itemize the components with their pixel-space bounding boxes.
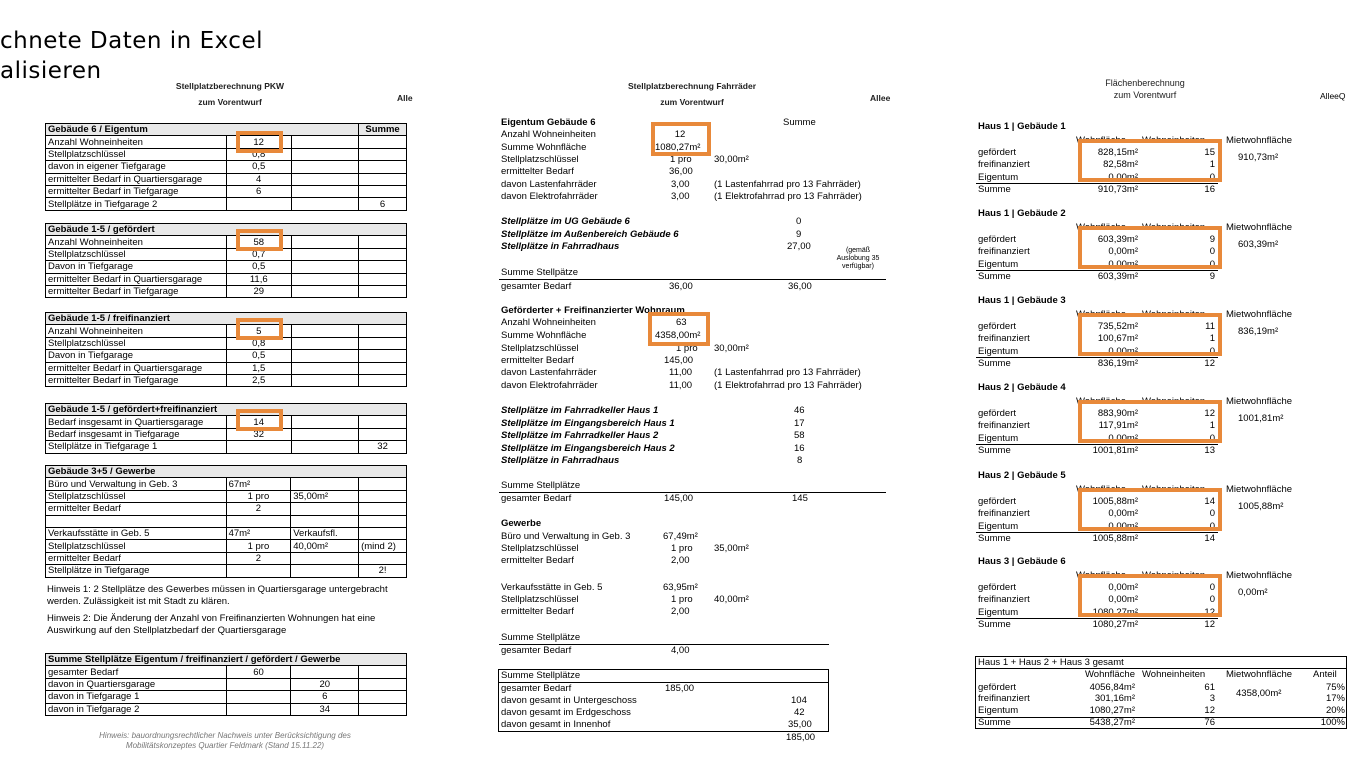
list-item-value: 36,00 (669, 166, 693, 177)
list-item-value: 12 (1204, 606, 1215, 618)
list-item: Summe (978, 533, 1011, 544)
highlight-box (1078, 226, 1222, 269)
bike-sec1-sum-title: Summe Stellpätze (501, 267, 579, 278)
list-item: gefördert (978, 234, 1017, 245)
list-item-value: 883,90m² (1097, 408, 1138, 419)
list-item: freifinanziert (978, 333, 1030, 345)
list-item: Stellplätze im Fahrradkeller Haus 2 (501, 430, 659, 441)
list-item-value: 185,00 (665, 683, 695, 694)
mietwohnflaeche-value: 0,00m² (1238, 587, 1268, 598)
page-title (0, 26, 263, 86)
list-item-value: 82,58m² (1103, 159, 1138, 171)
list-item: gefördert (978, 582, 1017, 593)
table-row: davon in eigener Tiefgarage 0,5 (46, 161, 407, 173)
sum-header: Summe (359, 124, 407, 136)
pkw-table-gefoerdert-freifinanziert (45, 403, 407, 454)
col-header: Wohnfläche (1085, 669, 1135, 680)
list-item: Stellplätze im UG Gebäude 6 (501, 216, 630, 227)
col-header: Wohnfläche (1076, 309, 1126, 320)
house-title: Haus 1 | Gebäude 1 (978, 121, 1066, 132)
list-item: Eigentum (978, 705, 1019, 716)
list-item-value: 30,00m² (714, 154, 749, 165)
mietwohnflaeche-value: 910,73m² (1238, 152, 1279, 163)
list-item: freifinanziert (978, 246, 1030, 258)
table-row: Anzahl Wohneinheiten 12 (46, 136, 407, 148)
footnote-line: Hinweis: bauordnungsrechtlicher Nachweis unter Berücksichtigung des (99, 731, 351, 740)
list-item: gesamter Bedarf (501, 683, 572, 694)
list-item-value: 1080,27m² (1089, 705, 1135, 716)
list-item-value: 2,00 (671, 555, 690, 566)
list-item-value: 36,00 (788, 281, 812, 292)
list-item: Stellplatzschlüssel (501, 154, 579, 165)
divider (499, 279, 886, 280)
bike-header-right: Allee (870, 93, 891, 103)
list-item-value: 735,52m² (1097, 321, 1138, 332)
list-item-value: 9 (796, 229, 802, 240)
list-item-value: (1 Elektrofahrrad pro 13 Fahrräder) (714, 191, 862, 202)
list-item: ermittelter Bedarf (501, 355, 574, 366)
list-item: davon gesamt im Erdgeschoss (501, 707, 631, 718)
highlight-box (651, 122, 711, 156)
list-item: ermittelter Bedarf (501, 606, 574, 617)
list-item-value: 63 (676, 317, 687, 328)
house-title: Haus 2 | Gebäude 4 (978, 382, 1066, 393)
list-item-value: 58 (794, 430, 805, 441)
list-item-value: 0,00m² (1108, 508, 1138, 520)
highlight-box (1078, 313, 1222, 356)
col-header: Mietwohnfläche (1226, 570, 1293, 581)
list-item-value: 15 (1204, 147, 1215, 158)
list-item-value: 1001,81m² (1092, 445, 1138, 456)
list-item-value: 1 pro (671, 594, 693, 605)
table-row: Stellplätze in Tiefgarage 1 32 (46, 441, 407, 453)
list-item-value: 1005,88m² (1092, 496, 1138, 507)
table-row: davon in Quartiersgarage 20 (46, 678, 407, 690)
col-header: Wohnfläche (1076, 484, 1126, 495)
list-item: Stellplätze im Außenbereich Gebäude 6 (501, 229, 679, 240)
list-item-value: 0,00m² (1108, 520, 1138, 532)
list-item-value: 16 (1204, 184, 1215, 195)
highlight-box (1078, 400, 1222, 443)
list-item-value: 910,73m² (1097, 184, 1138, 195)
highlight-box (648, 312, 710, 346)
area-header-sub: zum Vorentwurf (1113, 90, 1177, 100)
list-item-value: 4,00 (671, 645, 690, 656)
table-title: Gebäude 1-5 / gefördert+freifinanziert (46, 404, 407, 416)
bike-header (612, 80, 772, 108)
list-item: gesamter Bedarf (501, 493, 572, 504)
list-item-value: 0,00m² (1108, 246, 1138, 258)
list-item-value: 0 (1209, 520, 1215, 532)
list-item: Eigentum (978, 345, 1019, 357)
list-item-value: 11 (1205, 321, 1215, 332)
pkw-note-2: Hinweis 2: Die Änderung der Anzahl von Freifinanzierten Wohnungen hat eine Auswirkung auf den Stellplatzbedarf der Quartiersgarage (47, 613, 376, 636)
list-item-value: 4056,84m² (1089, 682, 1135, 693)
list-item: Summe Wohnfläche (501, 142, 587, 153)
table-row: Büro und Verwaltung in Geb. 3 67m² (46, 478, 407, 490)
table-row: Bedarf insgesamt in Quartiersgarage 14 (46, 416, 407, 428)
list-item: Stellplatzschlüssel (501, 594, 579, 605)
highlight-box (236, 409, 283, 431)
list-item-value: 0,00m² (1108, 582, 1138, 593)
col-header: Wohneinheiten (1142, 669, 1206, 680)
list-item: davon Lastenfahrräder (501, 367, 597, 378)
col-header: Wohnfläche (1076, 135, 1126, 146)
table-row: Stellplatzschlüssel 0,8 (46, 337, 407, 349)
list-item-value: 17 (794, 418, 805, 429)
list-item-value: 11,00 (669, 380, 693, 391)
highlight-box (1078, 139, 1222, 182)
list-item: Verkaufsstätte in Geb. 5 (501, 582, 603, 593)
list-item-value: 0 (1209, 432, 1215, 444)
list-item-value: 67,49m² (663, 531, 698, 542)
list-item-value: 40,00m² (714, 594, 749, 605)
divider (975, 717, 1347, 718)
list-item: Summe (978, 445, 1011, 456)
table-row: Davon in Tiefgarage 0,5 (46, 350, 407, 362)
pkw-header (150, 80, 310, 108)
list-item: Eigentum (978, 432, 1019, 444)
list-item-value: 14 (1204, 533, 1215, 544)
table-row: ermittelter Bedarf in Quartiersgarage 1,5 (46, 362, 407, 374)
mietwohnflaeche-value: 1001,81m² (1238, 413, 1284, 424)
table-row: Anzahl Wohneinheiten 5 (46, 325, 407, 337)
highlight-box (236, 229, 283, 251)
list-item: Summe (978, 358, 1011, 369)
list-item: davon gesamt in Untergeschoss (501, 695, 637, 706)
list-item: gefördert (978, 321, 1017, 332)
list-item-value: 603,39m² (1097, 234, 1138, 245)
col-header: Wohneinheiten (1142, 135, 1206, 146)
list-item: Stellplätze im Eingangsbereich Haus 1 (501, 418, 675, 429)
house-title: Haus 1 | Gebäude 3 (978, 295, 1066, 306)
table-title: Gebäude 1-5 / freifinanziert (46, 313, 407, 325)
mietwohnflaeche-value: 1005,88m² (1238, 501, 1284, 512)
list-item: Eigentum (978, 171, 1019, 183)
list-item-value: 4358,00m² (655, 330, 701, 341)
list-item-value: 42 (794, 707, 805, 718)
bike-sec1-title: Eigentum Gebäude 6 (501, 117, 596, 128)
list-item-value: 828,15m² (1097, 147, 1138, 158)
list-item-value: 836,19m² (1097, 358, 1138, 369)
list-item-value: 0 (1209, 508, 1215, 520)
list-item-value: 1 (1209, 159, 1215, 171)
list-item-value: 1 pro (671, 543, 693, 554)
col-header: Wohneinheiten (1142, 396, 1206, 407)
list-item-value: 8 (797, 455, 803, 466)
list-item: gesamter Bedarf (501, 645, 572, 656)
list-item: davon Lastenfahrräder (501, 179, 597, 190)
table-title: Summe Stellplätze Eigentum / freifinanziert / gefördert / Gewerbe (46, 654, 407, 666)
list-item-value: 104 (791, 695, 807, 706)
list-item-value: 1080,27m² (1092, 619, 1138, 630)
pkw-header-right: Alle (397, 93, 413, 103)
list-item-value: 0 (796, 216, 802, 227)
list-item: Anzahl Wohneinheiten (501, 129, 596, 140)
mietwohnflaeche-value: 603,39m² (1238, 239, 1279, 250)
table-row: Stellplatzschlüssel 0,8 (46, 148, 407, 160)
pkw-note-1: Hinweis 1: 2 Stellplätze des Gewerbes müssen in Quartiersgarage untergebracht werden. Zulässigkeit ist mit Stadt zu klären. (47, 584, 388, 607)
area-header (1085, 77, 1205, 101)
list-item-value: 12 (1204, 358, 1215, 369)
pkw-footnote (55, 731, 395, 751)
list-item-value: 46 (794, 405, 805, 416)
list-item-value: 12 (674, 129, 686, 140)
pkw-table-gewerbe (45, 465, 407, 578)
list-item-value: 61 (1204, 682, 1215, 693)
table-row: ermittelter Bedarf in Quartiersgarage 11,6 (46, 273, 407, 285)
bike-sec1-note: (gemäß Auslobung 35 verfügbar) (836, 247, 880, 270)
list-item: ermittelter Bedarf (501, 166, 574, 177)
list-item: freifinanziert (978, 159, 1030, 171)
col-header: Wohnfläche (1076, 570, 1126, 581)
col-header: Wohneinheiten (1142, 222, 1206, 233)
list-item-value: (1 Elektrofahrrad pro 13 Fahrräder) (714, 380, 862, 391)
area-total-mwf: 4358,00m² (1236, 688, 1282, 699)
list-item-value: 0 (1209, 258, 1215, 270)
list-item-value: 1 (1209, 333, 1215, 345)
table-row: Bedarf insgesamt in Tiefgarage 32 (46, 428, 407, 440)
list-item-value: 3,00 (671, 191, 690, 202)
table-row: Stellplatzschlüssel 1 pro 35,00m² (46, 490, 407, 502)
list-item-value: 63,95m² (663, 582, 698, 593)
list-item-value: 603,39m² (1097, 271, 1138, 282)
list-item: Anzahl Wohneinheiten (501, 317, 596, 328)
list-item-value: 301,16m² (1094, 693, 1135, 704)
col-header: Mietwohnfläche (1226, 669, 1293, 680)
list-item-value: 0 (1209, 594, 1215, 606)
list-item: Summe (978, 184, 1011, 195)
bike-sec3-title: Gewerbe (501, 518, 542, 529)
col-header: Wohneinheiten (1142, 570, 1206, 581)
col-header: Wohnfläche (1076, 396, 1126, 407)
table-title: Gebäude 6 / Eigentum (46, 124, 359, 136)
list-item-value: 11,00 (669, 367, 693, 378)
list-item-value: (1 Lastenfahrrad pro 13 Fahrräder) (714, 367, 861, 378)
footnote-line: Mobilitätskonzeptes Quartier Feldmark (Stand 15.11.22) (125, 741, 325, 750)
col-header: Mietwohnfläche (1226, 484, 1293, 495)
list-item: Eigentum (978, 258, 1019, 270)
pkw-table-freifinanziert (45, 312, 407, 387)
bike-header-sub: zum Vorentwurf (660, 97, 724, 107)
bike-sec2-sum-title: Summe Stellplätze (501, 480, 581, 491)
list-item-value: 17% (1325, 693, 1345, 704)
col-header: Mietwohnfläche (1226, 309, 1293, 320)
table-row: Stellplätze in Tiefgarage 2 6 (46, 198, 407, 210)
list-item: Summe (978, 271, 1011, 282)
list-item-value: 36,00 (669, 281, 693, 292)
list-item-value: 76 (1204, 717, 1215, 728)
page-title-line2: alisieren (0, 58, 102, 84)
list-item-value: 0,00m² (1108, 171, 1138, 183)
list-item: freifinanziert (978, 693, 1030, 704)
list-item-value: 35,00 (788, 719, 812, 730)
highlight-box (1078, 574, 1222, 617)
list-item: davon Elektrofahrräder (501, 380, 598, 391)
area-header-title: Flächenberechnung (1105, 78, 1185, 88)
table-row: ermittelter Bedarf 2 (46, 503, 407, 515)
table-row: gesamter Bedarf 60 (46, 666, 407, 678)
list-item-value: 9 (1209, 271, 1215, 282)
table-row (46, 515, 407, 527)
list-item-value: 0,00m² (1108, 594, 1138, 606)
pkw-header-title: Stellplatzberechnung PKW (175, 81, 285, 91)
list-item-value: 2,00 (671, 606, 690, 617)
list-item-value: 117,91m² (1098, 420, 1138, 432)
bike-sum-label: Summe (783, 117, 816, 128)
pkw-header-sub: zum Vorentwurf (198, 97, 262, 107)
list-item-value: 100,67m² (1097, 333, 1138, 345)
list-item-value: 1005,88m² (1092, 533, 1138, 544)
list-item: Stellplätze in Fahrradhaus (501, 455, 620, 466)
list-item: Summe Wohnfläche (501, 330, 587, 341)
pkw-table-summary (45, 653, 407, 716)
list-item-value: 145 (792, 493, 808, 504)
list-item: Stellplatzschlüssel (501, 543, 579, 554)
mietwohnflaeche-value: 836,19m² (1238, 326, 1279, 337)
list-item-value: 3 (1209, 693, 1215, 704)
house-title: Haus 2 | Gebäude 5 (978, 470, 1066, 481)
list-item-value: 0,00m² (1108, 432, 1138, 444)
list-item-value: 12 (1204, 619, 1215, 630)
list-item-value: 30,00m² (714, 343, 749, 354)
col-header: Wohneinheiten (1142, 484, 1206, 495)
table-row: Anzahl Wohneinheiten 58 (46, 236, 407, 248)
list-item-value: 1 pro (676, 343, 698, 354)
list-item-value: 0,00m² (1108, 345, 1138, 357)
list-item: Eigentum (978, 606, 1019, 618)
col-header: Mietwohnfläche (1226, 396, 1293, 407)
list-item: gefördert (978, 496, 1017, 507)
list-item-value: 1080,27m² (655, 142, 701, 153)
list-item: Summe (978, 717, 1011, 728)
table-row: Stellplatzschlüssel 0,7 (46, 248, 407, 260)
page-title-line1: chnete Daten in Excel (0, 28, 263, 54)
bike-sec2-title: Geförderter + Freifinanzierter Wohnraum (501, 305, 685, 316)
list-item: davon Elektrofahrräder (501, 191, 598, 202)
list-item-value: 5438,27m² (1089, 717, 1135, 728)
list-item: Stellplatzschlüssel (501, 343, 579, 354)
table-title: Gebäude 1-5 / gefördert (46, 224, 407, 236)
list-item-value: 145,00 (664, 493, 694, 504)
list-item: gefördert (978, 408, 1017, 419)
pkw-table-gefoerdert (45, 223, 407, 298)
list-item: Summe (978, 619, 1011, 630)
list-item: gefördert (978, 147, 1017, 158)
table-row: davon in Tiefgarage 1 6 (46, 691, 407, 703)
highlight-box (236, 131, 283, 153)
col-header: Anteil (1313, 669, 1337, 680)
list-item-value: 35,00m² (714, 543, 749, 554)
list-item: davon gesamt in Innenhof (501, 719, 611, 730)
list-item-value: 0 (1209, 345, 1215, 357)
list-item-value: 75% (1325, 682, 1345, 693)
list-item-value: 14 (1204, 496, 1215, 507)
table-row: ermittelter Bedarf 2 (46, 552, 407, 564)
list-item-value: 0 (1209, 582, 1215, 593)
list-item-value: 13 (1204, 445, 1215, 456)
list-item: Büro und Verwaltung in Geb. 3 (501, 531, 631, 542)
list-item: gesamter Bedarf (501, 281, 572, 292)
list-item-value: 100% (1320, 717, 1345, 728)
list-item-value: 27,00 (787, 241, 811, 252)
bike-final-title: Summe Stellplätze (501, 670, 581, 681)
bike-grand-total: 185,00 (786, 732, 816, 743)
house-title: Haus 3 | Gebäude 6 (978, 556, 1066, 567)
col-header: Wohnfläche (1076, 222, 1126, 233)
highlight-box (1078, 488, 1222, 531)
list-item-value: 16 (794, 443, 805, 454)
col-header: Wohneinheiten (1142, 309, 1206, 320)
bike-header-title: Stellplatzberechnung Fahrräder (628, 81, 756, 91)
house-title: Haus 1 | Gebäude 2 (978, 208, 1066, 219)
table-row: davon in Tiefgarage 2 34 (46, 703, 407, 715)
list-item: gefördert (978, 682, 1017, 693)
list-item-value: 12 (1204, 705, 1215, 716)
list-item: ermittelter Bedarf (501, 555, 574, 566)
table-row: ermittelter Bedarf in Tiefgarage 6 (46, 185, 407, 197)
list-item-value: 12 (1204, 408, 1215, 419)
pkw-table-gebaeude6 (45, 123, 407, 211)
bike-sec3-sum-title: Summe Stellplätze (501, 632, 581, 643)
list-item: Eigentum (978, 520, 1019, 532)
list-item: Stellplätze im Eingangsbereich Haus 2 (501, 443, 675, 454)
list-item-value: 0 (1209, 171, 1215, 183)
list-item-value: 1 (1209, 420, 1215, 432)
list-item: freifinanziert (978, 420, 1030, 432)
table-title: Gebäude 3+5 / Gewerbe (46, 466, 407, 478)
list-item-value: 1 pro (670, 154, 692, 165)
list-item-value: 0 (1209, 246, 1215, 258)
col-header: Mietwohnfläche (1226, 135, 1293, 146)
list-item-value: 3,00 (671, 179, 690, 190)
table-row: Davon in Tiefgarage 0,5 (46, 261, 407, 273)
area-header-right: AlleeQ (1320, 91, 1346, 101)
list-item-value: (1 Lastenfahrrad pro 13 Fahrräder) (714, 179, 861, 190)
table-row: ermittelter Bedarf in Tiefgarage 2,5 (46, 374, 407, 386)
list-item: Stellplätze im Fahrradkeller Haus 1 (501, 405, 659, 416)
list-item-value: 0,00m² (1108, 258, 1138, 270)
list-item-value: 9 (1209, 234, 1215, 245)
table-row: ermittelter Bedarf in Quartiersgarage 4 (46, 173, 407, 185)
list-item: freifinanziert (978, 508, 1030, 520)
highlight-box (236, 318, 283, 340)
list-item-value: 145,00 (664, 355, 694, 366)
col-header: Mietwohnfläche (1226, 222, 1293, 233)
list-item: freifinanziert (978, 594, 1030, 606)
list-item-value: 1080,27m² (1092, 606, 1138, 618)
table-row: Verkaufsstätte in Geb. 5 47m² Verkaufsfl. (46, 527, 407, 539)
table-row: ermittelter Bedarf in Tiefgarage 29 (46, 285, 407, 297)
table-row: Stellplätze in Tiefgarage 2! (46, 565, 407, 577)
table-row: Stellplatzschlüssel 1 pro 40,00m² (mind 2) (46, 540, 407, 552)
list-item: Stellplätze in Fahrradhaus (501, 241, 620, 252)
area-total-title: Haus 1 + Haus 2 + Haus 3 gesamt (978, 657, 1124, 668)
list-item-value: 20% (1325, 705, 1345, 716)
